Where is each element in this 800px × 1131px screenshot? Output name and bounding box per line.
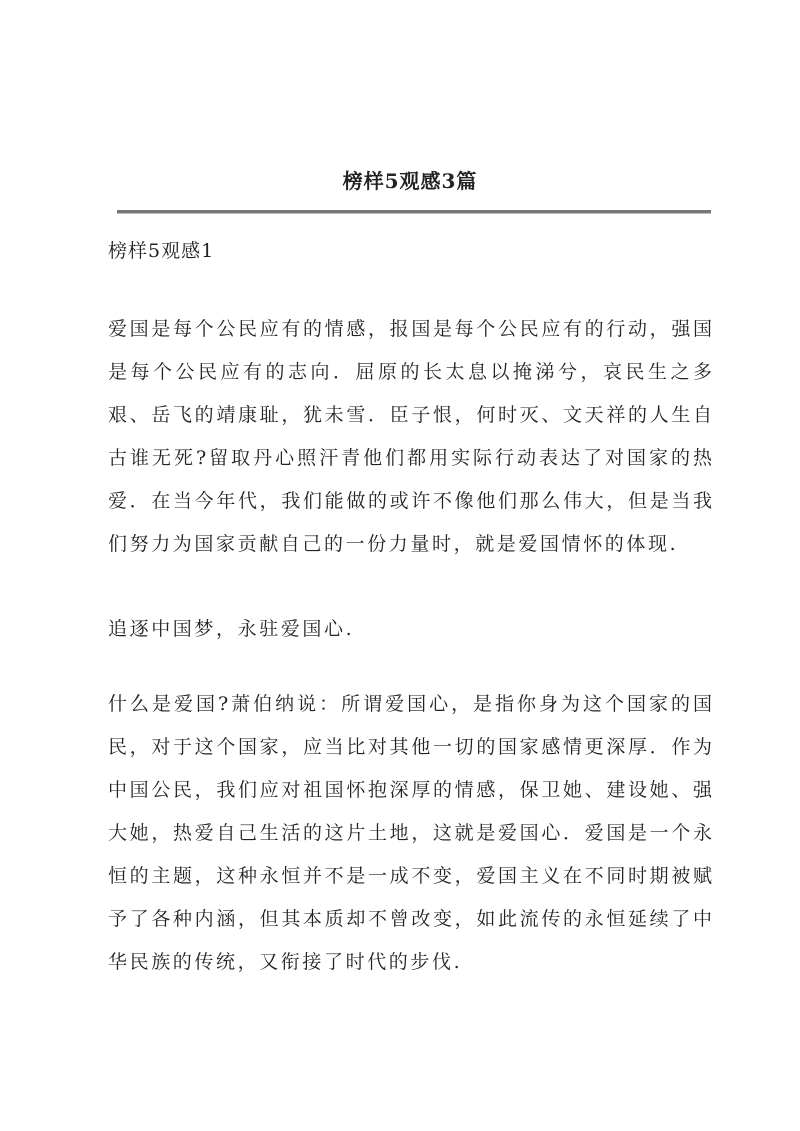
text-line: 古谁无死?留取丹心照汗青他们都用实际行动表达了对国家的热 — [108, 447, 712, 469]
text-line: 中国公民，我们应对祖国怀抱深厚的情感，保卫她、建设她、强 — [108, 779, 712, 801]
paragraph-1 — [108, 308, 712, 566]
section-heading: 榜样5观感1 — [108, 240, 215, 262]
title-divider — [117, 210, 711, 214]
paragraph-2 — [108, 608, 712, 651]
text-line: 华民族的传统，又衔接了时代的步伐. — [108, 951, 463, 973]
paragraph-3 — [108, 683, 712, 984]
text-line: 们努力为国家贡献自己的一份力量时，就是爱国情怀的体现. — [108, 533, 679, 555]
text-line: 恒的主题，这种永恒并不是一成不变，爱国主义在不同时期被赋 — [108, 865, 712, 887]
text-line: 追逐中国梦，永驻爱国心. — [108, 618, 355, 640]
text-line: 是每个公民应有的志向．屈原的长太息以掩涕兮，哀民生之多 — [108, 361, 712, 383]
document-title: 榜样5观感3篇 — [342, 169, 478, 193]
text-line: 什么是爱国?萧伯纳说：所谓爱国心，是指你身为这个国家的国 — [108, 693, 712, 715]
text-line: 民，对于这个国家，应当比对其他一切的国家感情更深厚．作为 — [108, 736, 712, 758]
text-line: 艰、岳飞的靖康耻，犹未雪．臣子恨，何时灭、文天祥的人生自 — [108, 404, 712, 426]
text-line: 大她，热爱自己生活的这片土地，这就是爱国心．爱国是一个永 — [108, 822, 712, 844]
text-line: 爱国是每个公民应有的情感，报国是每个公民应有的行动，强国 — [108, 318, 712, 340]
text-line: 予了各种内涵，但其本质却不曾改变，如此流传的永恒延续了中 — [108, 908, 712, 930]
text-line: 爱．在当今年代，我们能做的或许不像他们那么伟大，但是当我 — [108, 490, 712, 512]
